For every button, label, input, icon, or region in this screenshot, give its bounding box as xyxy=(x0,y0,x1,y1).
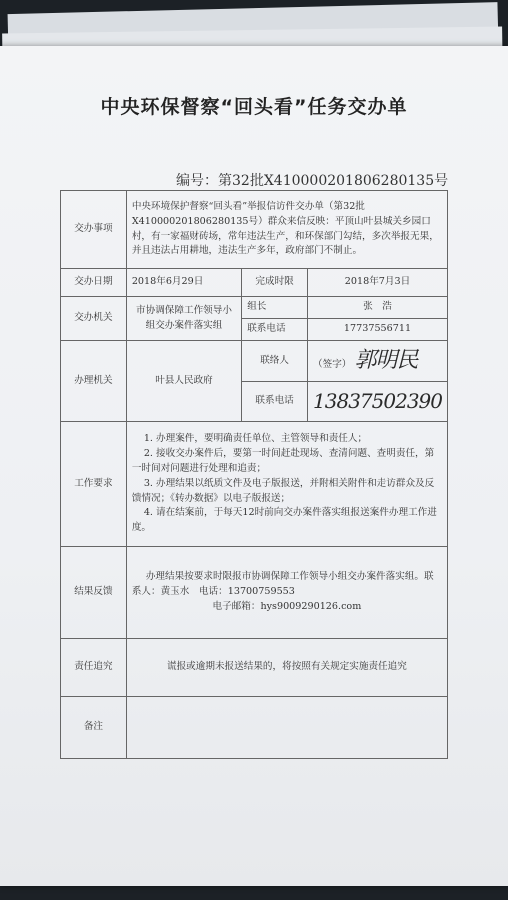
feedback-text: 办理结果按要求时限报市协调保障工作领导小组交办案件落实组。联系人：黄玉水 电话：13700759553 xyxy=(131,571,434,598)
liability-label: 责任追究 xyxy=(61,639,127,697)
signature-hint: （签字） xyxy=(313,359,352,370)
matter-text: 中央环境保护督察“回头看”举报信访件交办单（第32批X410000201806280135号）群众来信反映：平顶山叶县城关乡园口村，有一家福财砖场，常年违法生产，和环保部门勾结，多次举报无果，并且违法占用耕地，违法生产多年，政府部门不制止。 xyxy=(126,191,447,269)
phone-label: 联系电话 xyxy=(242,319,308,341)
form-row-feedback xyxy=(61,547,448,639)
form-row-agency xyxy=(61,297,448,319)
form-row-requirements xyxy=(61,422,448,547)
handler-phone-cell xyxy=(308,382,448,422)
deadline-value: 2018年7月3日 xyxy=(308,269,448,297)
requirement-item: 3. 办理结果以纸质文件及电子版报送，并附相关附件和走访群众及反馈情况；《转办数据》以电子版报送； xyxy=(131,477,435,504)
handler-label: 办理机关 xyxy=(61,341,127,422)
contact-cell xyxy=(308,341,448,382)
contact-label: 联络人 xyxy=(242,341,308,382)
date-value: 2018年6月29日 xyxy=(126,269,241,297)
feedback-email: 电子邮箱：hys9009290126.com xyxy=(212,601,362,613)
assignment-form xyxy=(60,190,448,759)
leader-label: 组长 xyxy=(242,297,308,319)
requirement-item: 2. 接收交办案件后，要第一时间赶赴现场、查清问题、查明责任，第一时间对问题进行处理和追责； xyxy=(131,447,435,474)
handler-phone-label: 联系电话 xyxy=(242,382,308,422)
form-row-handler xyxy=(61,341,448,382)
requirement-item: 4. 请在结案前，于每天12时前向交办案件落实组报送案件办理工作进度。 xyxy=(131,507,437,534)
form-row-remarks xyxy=(61,697,448,759)
requirement-item: 1. 办理案件，要明确责任单位、主管领导和责任人； xyxy=(143,433,368,445)
remarks-text xyxy=(126,697,447,759)
feedback-label: 结果反馈 xyxy=(61,547,127,639)
form-row-dates xyxy=(61,269,448,297)
remarks-label: 备注 xyxy=(61,697,127,759)
handler-value: 叶县人民政府 xyxy=(126,341,241,422)
phone-value: 17737556711 xyxy=(308,319,448,341)
feedback-content xyxy=(126,547,447,639)
form-row-matter xyxy=(61,191,448,269)
deadline-label: 完成时限 xyxy=(242,269,308,297)
form-row-liability xyxy=(61,639,448,697)
leader-value: 张 浩 xyxy=(308,297,448,319)
date-label: 交办日期 xyxy=(61,269,127,297)
liability-text: 谎报或逾期未报送结果的，将按照有关规定实施责任追究 xyxy=(126,639,447,697)
requirements-list xyxy=(126,422,447,547)
contact-signature: 郭明民 xyxy=(354,348,418,373)
handler-phone-handwritten: 13837502390 xyxy=(313,389,442,414)
agency-label: 交办机关 xyxy=(61,297,127,341)
document-title: 中央环保督察“回头看”任务交办单 xyxy=(100,96,408,118)
document-number: 编号：第32批X410000201806280135号 xyxy=(176,173,449,189)
requirements-label: 工作要求 xyxy=(61,422,127,547)
agency-value: 市协调保障工作领导小组交办案件落实组 xyxy=(126,297,241,341)
matter-label: 交办事项 xyxy=(61,191,127,269)
